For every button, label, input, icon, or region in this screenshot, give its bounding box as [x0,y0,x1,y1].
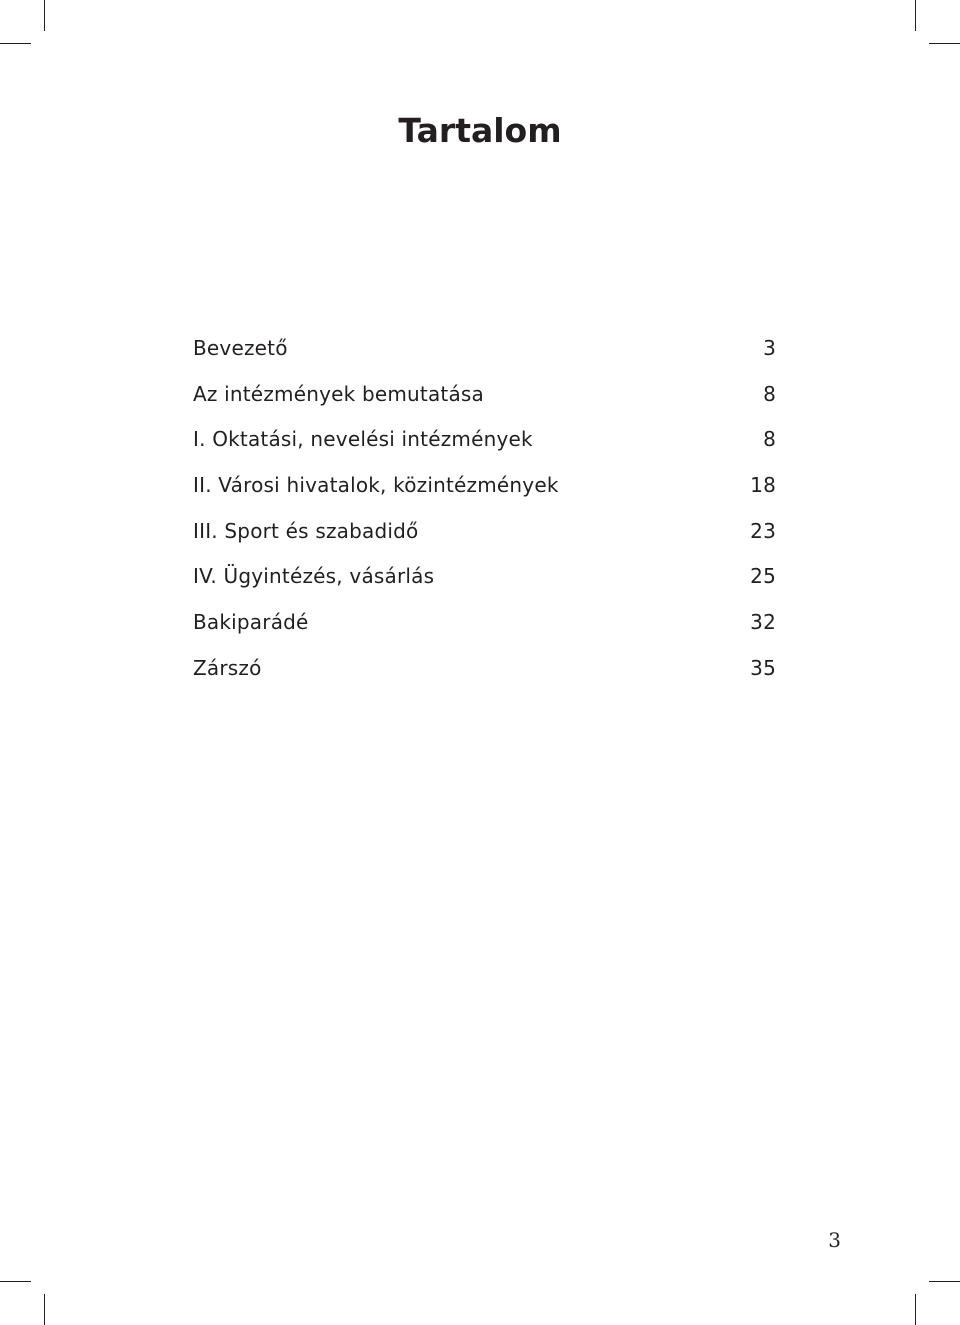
page-title: Tartalom [398,111,562,150]
toc-entry[interactable] [193,651,776,697]
toc-entry-page: 18 [750,473,776,498]
crop-mark-bottom-right-horizontal [929,1281,960,1282]
crop-mark-bottom-left-horizontal [0,1281,31,1282]
crop-mark-top-left-horizontal [0,43,31,44]
crop-mark-top-right-horizontal [929,43,960,44]
toc-entry[interactable] [193,422,776,468]
toc-entry-label: Az intézmények bemutatása [193,381,484,406]
toc-entry[interactable] [193,605,776,651]
crop-mark-bottom-right-vertical [915,1294,916,1325]
toc-entry-label: Bevezető [193,336,288,360]
toc-entry[interactable] [193,331,776,377]
toc-entry[interactable] [193,514,776,560]
crop-mark-top-right-vertical [915,0,916,31]
toc-entry-page: 32 [750,610,776,635]
toc-entry-page: 3 [763,336,776,360]
page-number: 3 [828,1228,841,1252]
toc-entry-label: IV. Ügyintézés, vásárlás [193,564,435,589]
toc-entry-label: II. Városi hivatalok, közintézmények [193,473,559,498]
toc-entry[interactable] [193,559,776,605]
toc-entry-label: Zárszó [193,655,262,680]
toc-entry[interactable] [193,468,776,514]
crop-mark-bottom-left-vertical [44,1294,45,1325]
toc-entry-page: 8 [763,381,776,406]
toc-entry[interactable] [193,377,776,423]
toc-entry-label: I. Oktatási, nevelési intézmények [193,427,533,452]
toc-entry-page: 25 [750,564,776,589]
toc-entry-page: 35 [750,655,776,680]
toc-entry-label: III. Sport és szabadidő [193,518,419,543]
toc-entry-page: 8 [763,427,776,452]
table-of-contents [193,331,776,697]
toc-entry-page: 23 [750,518,776,543]
crop-mark-top-left-vertical [44,0,45,31]
toc-entry-label: Bakiparádé [193,610,309,635]
